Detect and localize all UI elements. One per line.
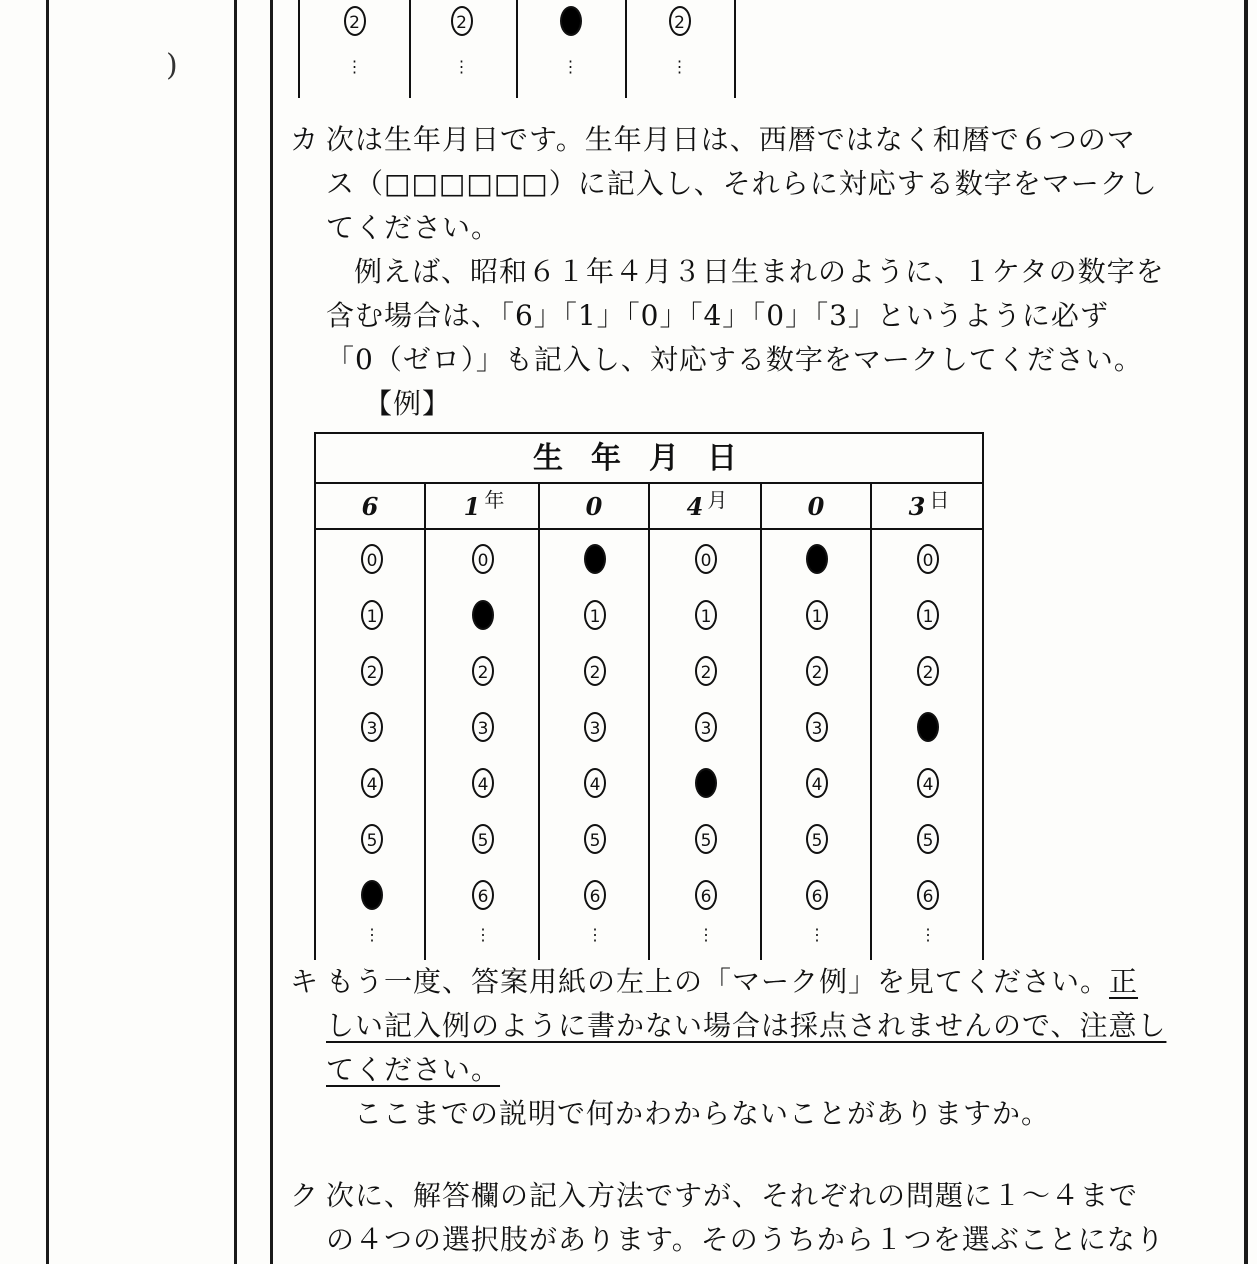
digit-bubble: 2 <box>695 656 717 686</box>
scan-artifact: ) <box>166 48 178 83</box>
continuation-dots: ⋮ <box>920 925 936 944</box>
filled-bubble <box>584 544 606 574</box>
entry-value: 1 <box>463 492 481 521</box>
digit-bubble: 4 <box>917 768 939 798</box>
entry-value: 3 <box>908 492 926 521</box>
digit-bubble: 3 <box>806 712 828 742</box>
digit-column <box>426 484 540 960</box>
continuation-dots: ⋮ <box>671 57 688 76</box>
digit-bubble: 5 <box>472 824 494 854</box>
section-label: カ <box>290 123 320 156</box>
digit-bubble: 2 <box>344 6 366 36</box>
entry-unit: 年 <box>484 488 505 512</box>
top-grid-column <box>407 0 518 98</box>
filled-bubble <box>695 768 717 798</box>
text-line: ス（□□□□□□）に記入し、それらに対応する数字をマークし <box>326 167 1158 200</box>
digit-bubble: 6 <box>806 880 828 910</box>
continuation-dots: ⋮ <box>364 925 380 944</box>
digit-bubble: 5 <box>361 824 383 854</box>
text-line: てください。 <box>326 211 501 244</box>
top-grid-column <box>298 0 411 98</box>
margin-line-middle <box>234 0 237 1264</box>
entry-cell <box>762 484 870 530</box>
birthdate-example-grid <box>314 432 984 960</box>
digit-bubble: 1 <box>917 600 939 630</box>
digit-bubble: 0 <box>695 544 717 574</box>
page-border-right <box>1244 0 1248 1264</box>
digit-bubble: 2 <box>917 656 939 686</box>
continuation-dots: ⋮ <box>587 925 603 944</box>
margin-line-left <box>46 0 49 1264</box>
continuation-dots: ⋮ <box>346 57 363 76</box>
digit-bubble: 2 <box>361 656 383 686</box>
digit-bubble: 2 <box>669 6 691 36</box>
digit-bubble: 5 <box>917 824 939 854</box>
section-label: ク <box>290 1179 320 1212</box>
digit-bubble: 4 <box>806 768 828 798</box>
filled-bubble <box>361 880 383 910</box>
section-ku <box>290 1174 1210 1262</box>
continuation-dots: ⋮ <box>453 57 470 76</box>
section-ki <box>290 960 1210 1136</box>
entry-cell <box>650 484 760 530</box>
digit-bubble: 6 <box>472 880 494 910</box>
entry-cell <box>316 484 424 530</box>
entry-unit: 月 <box>707 488 728 512</box>
grid-header: 生年月日 <box>314 432 984 484</box>
digit-bubble: 4 <box>361 768 383 798</box>
digit-bubble: 1 <box>361 600 383 630</box>
top-grid-column <box>516 0 627 98</box>
digit-bubble: 2 <box>472 656 494 686</box>
continuation-dots: ⋮ <box>698 925 714 944</box>
grid-columns <box>314 484 984 960</box>
section-ka <box>290 118 1210 426</box>
section-label: キ <box>290 965 320 998</box>
entry-value: 0 <box>807 492 825 521</box>
digit-bubble: 6 <box>584 880 606 910</box>
continuation-dots: ⋮ <box>562 57 579 76</box>
page-border-left <box>270 0 273 1264</box>
filled-bubble <box>560 6 582 36</box>
text-line: ここまでの説明で何かわからないことがありますか。 <box>354 1097 1051 1130</box>
digit-bubble: 0 <box>361 544 383 574</box>
digit-column <box>540 484 650 960</box>
digit-column <box>314 484 426 960</box>
digit-column <box>650 484 762 960</box>
digit-bubble: 1 <box>806 600 828 630</box>
filled-bubble <box>806 544 828 574</box>
digit-bubble: 3 <box>695 712 717 742</box>
continuation-dots: ⋮ <box>809 925 825 944</box>
digit-bubble: 5 <box>695 824 717 854</box>
digit-bubble: 1 <box>584 600 606 630</box>
text-line: 含む場合は、「6」「1」「0」「4」「0」「3」というように必ず <box>326 299 1109 332</box>
text-line: 次は生年月日です。生年月日は、西暦ではなく和暦で６つのマ <box>326 123 1136 156</box>
digit-column <box>872 484 984 960</box>
entry-cell <box>872 484 982 530</box>
underlined-text: 正 <box>1109 965 1139 998</box>
digit-column <box>762 484 872 960</box>
digit-bubble: 4 <box>472 768 494 798</box>
text-line: 次に、解答欄の記入方法ですが、それぞれの問題に１～４まで <box>326 1179 1139 1212</box>
digit-bubble: 0 <box>917 544 939 574</box>
entry-value: 6 <box>361 492 379 521</box>
entry-cell <box>540 484 648 530</box>
entry-value: 0 <box>585 492 603 521</box>
digit-bubble: 2 <box>806 656 828 686</box>
underlined-text: てください。 <box>326 1053 501 1086</box>
digit-bubble: 1 <box>695 600 717 630</box>
digit-bubble: 3 <box>472 712 494 742</box>
entry-cell <box>426 484 538 530</box>
text-line: 「0（ゼロ）」も記入し、対応する数字をマークしてください。 <box>326 343 1143 376</box>
text-line: 例えば、昭和６１年４月３日生まれのように、１ケタの数字を <box>354 255 1165 288</box>
digit-bubble: 5 <box>584 824 606 854</box>
text-line: もう一度、答案用紙の左上の「マーク例」を見てください。 <box>326 965 1110 998</box>
underlined-text: しい記入例のように書かない場合は採点されませんので、注意し <box>326 1009 1167 1042</box>
digit-bubble: 3 <box>584 712 606 742</box>
digit-bubble: 0 <box>472 544 494 574</box>
entry-unit: 日 <box>929 488 950 512</box>
text-line: の４つの選択肢があります。そのうちから１つを選ぶことになり <box>326 1223 1165 1256</box>
filled-bubble <box>917 712 939 742</box>
digit-bubble: 6 <box>917 880 939 910</box>
digit-bubble: 5 <box>806 824 828 854</box>
continuation-dots: ⋮ <box>475 925 491 944</box>
digit-bubble: 3 <box>361 712 383 742</box>
digit-bubble: 4 <box>584 768 606 798</box>
top-grid-column <box>625 0 736 98</box>
top-mark-grid <box>298 0 734 98</box>
digit-bubble: 2 <box>584 656 606 686</box>
filled-bubble <box>472 600 494 630</box>
entry-value: 4 <box>686 492 704 521</box>
digit-bubble: 2 <box>451 6 473 36</box>
digit-bubble: 6 <box>695 880 717 910</box>
example-label: 【例】 <box>364 387 452 420</box>
